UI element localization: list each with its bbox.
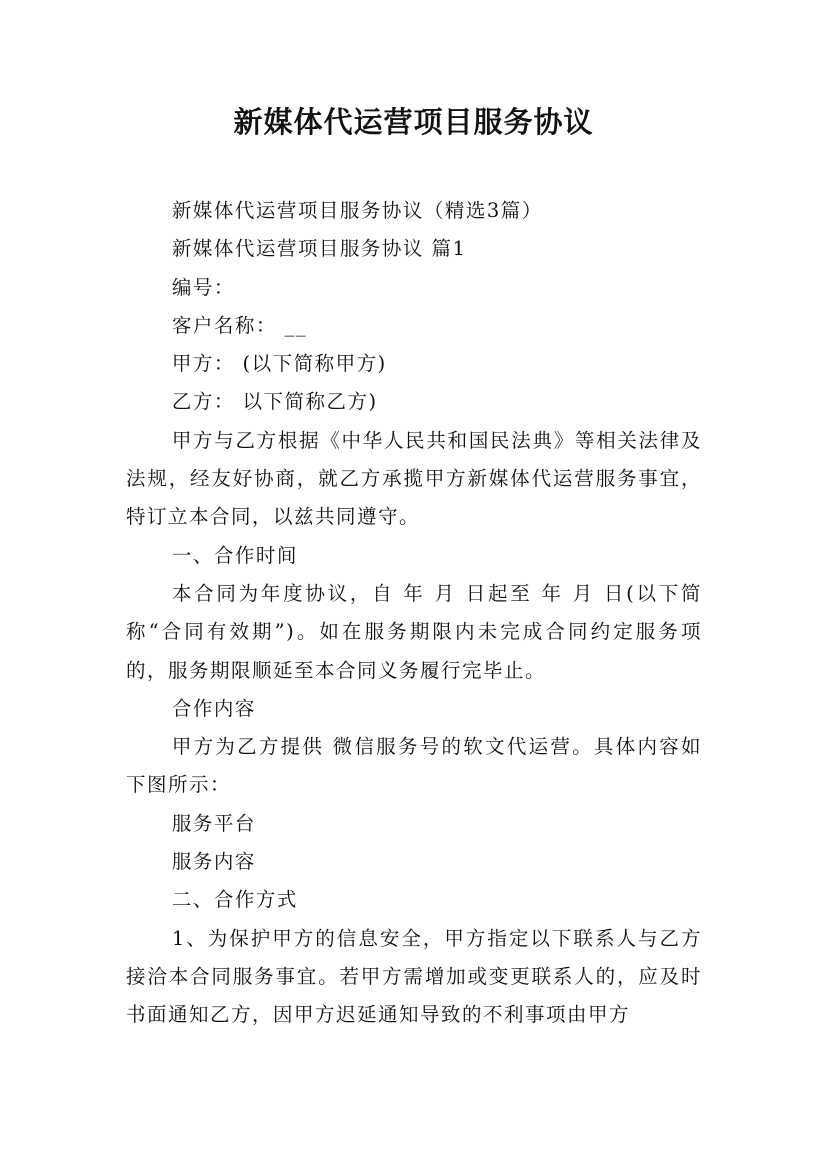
paragraph-party-b: 乙方： 以下简称乙方) xyxy=(171,390,378,414)
paragraph-heading-cooperation-method: 二、合作方式 xyxy=(171,888,298,912)
paragraph-contract-term: 本合同为年度协议，自 年 月 日起至 年 月 日(以下简称“合同有效期”)。如在服务期限内未完成合同约定服务项的，服务期限顺延至本合同义务履行完毕止。 xyxy=(126,581,702,682)
paragraph-number: 编号： xyxy=(171,275,235,299)
document-title: 新媒体代运营项目服务协议 xyxy=(233,105,594,139)
paragraph-heading-cooperation-time: 一、合作时间 xyxy=(171,543,298,567)
paragraph-section-title: 新媒体代运营项目服务协议 篇1 xyxy=(171,237,467,261)
paragraph-client-name: 客户名称： __ xyxy=(171,313,308,337)
paragraph-service-description: 甲方为乙方提供 微信服务号的软文代运营。具体内容如下图所示： xyxy=(126,735,702,797)
paragraph-party-a: 甲方： (以下简称甲方) xyxy=(171,352,387,376)
paragraph-service-platform: 服务平台 xyxy=(171,811,256,835)
paragraph-preamble: 甲方与乙方根据《中华人民共和国民法典》等相关法律及法规，经友好协商，就乙方承揽甲方新媒体代运营服务事宜，特订立本合同，以兹共同遵守。 xyxy=(126,428,702,529)
document-body xyxy=(126,192,702,1035)
paragraph-service-content: 服务内容 xyxy=(171,850,256,874)
paragraph-clause-1: 1、为保护甲方的信息安全，甲方指定以下联系人与乙方接洽本合同服务事宜。若甲方需增加或变更联系人的，应及时书面通知乙方，因甲方迟延通知导致的不利事项由甲方 xyxy=(126,926,702,1027)
paragraph-heading-cooperation-content: 合作内容 xyxy=(171,696,256,720)
paragraph-subtitle: 新媒体代运营项目服务协议（精选3篇） xyxy=(171,199,543,222)
